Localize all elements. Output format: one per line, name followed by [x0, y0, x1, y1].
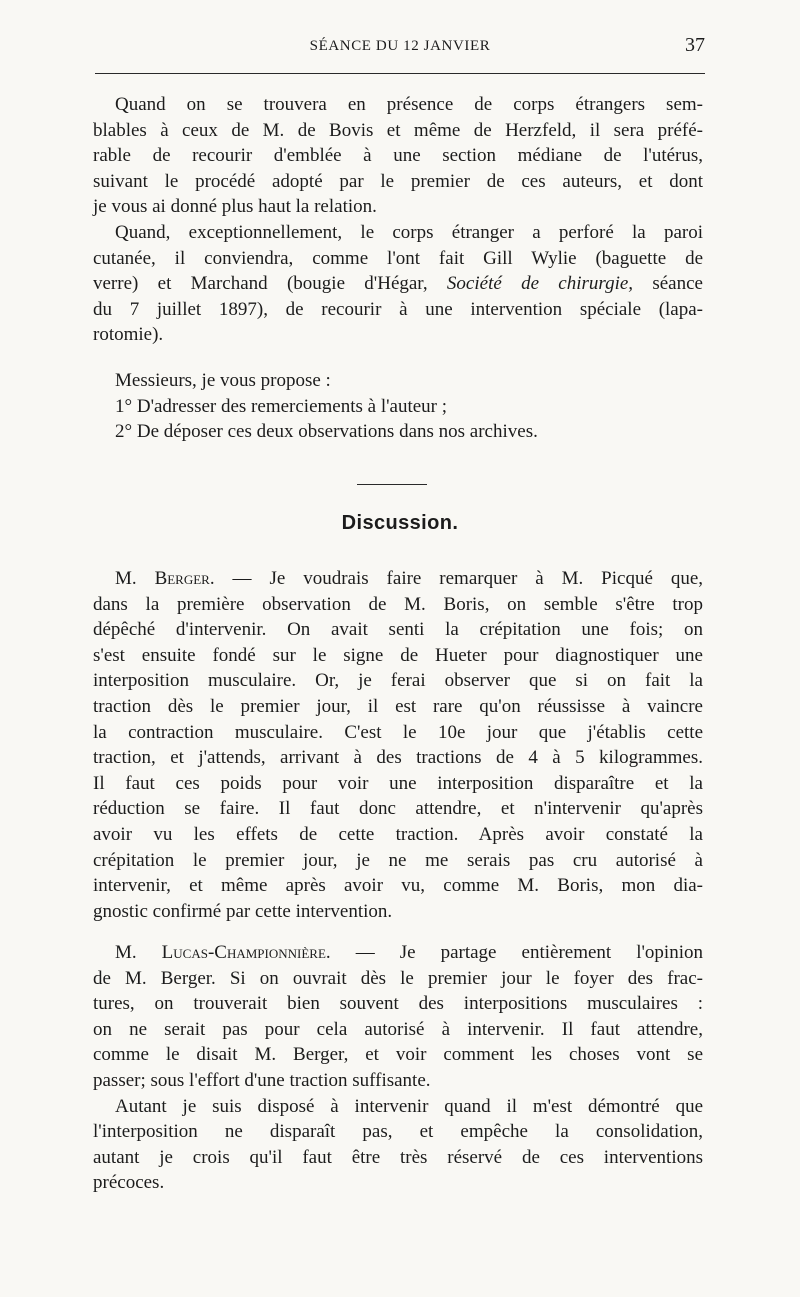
text-line: avoir vu les effets de cette traction. Après avoir constaté la: [93, 823, 703, 845]
text-line: Messieurs, je vous propose :: [115, 370, 331, 391]
text-line: du 7 juillet 1897), de recourir à une intervention spéciale (lapa-: [93, 298, 703, 320]
report-conclusion: [93, 92, 703, 348]
berger-remarks: [93, 566, 703, 924]
text-line-with-citation: [93, 271, 703, 297]
text-line: gnostic confirmé par cette intervention.: [93, 900, 393, 922]
header-rule: [95, 73, 705, 74]
text-line: tures, on trouverait bien souvent des interpositions musculaires :: [93, 993, 703, 1015]
proposals: [93, 368, 703, 445]
text-line: précoces.: [93, 1172, 165, 1194]
page-header: [95, 34, 705, 60]
text-line: suivant le procédé adopté par le premier de ces auteurs, et dont: [93, 170, 703, 192]
text-line: on ne serait pas pour cela autorisé à intervenir. Il faut attendre,: [93, 1018, 703, 1040]
text-line: crépitation le premier jour, je ne me serais pas cru autorisé à: [93, 849, 703, 871]
text-fragment: — Je voudrais faire remarquer à M. Picqué que,: [214, 568, 703, 589]
text-line: Quand, exceptionnellement, le corps étranger a perforé la paroi: [115, 221, 703, 243]
text-line: comme le disait M. Berger, et voir comment les choses vont se: [93, 1044, 703, 1066]
section-separator: [357, 484, 427, 485]
lucas-championniere-remarks: [93, 940, 703, 1196]
speaker-name: M. Berger.: [115, 568, 215, 589]
text-line: s'est ensuite fondé sur le signe de Hueter pour diagnostiquer une: [93, 644, 703, 666]
text-line: blables à ceux de M. de Bovis et même de Herzfeld, il sera préfé-: [93, 119, 703, 141]
text-line: traction dès le premier jour, il est rare qu'on réussisse à vaincre: [93, 695, 703, 717]
text-line: la contraction musculaire. C'est le 10e jour que j'établis cette: [93, 721, 703, 743]
speaker-name: M. Lucas-Championnière.: [115, 942, 331, 963]
text-line: réduction se faire. Il faut donc attendre, et n'intervenir qu'après: [93, 798, 703, 820]
text-fragment: — Je partage entièrement l'opinion: [330, 942, 703, 963]
discussion-heading: Discussion.: [341, 512, 459, 534]
text-line-with-speaker: [93, 940, 703, 966]
text-line: autant je crois qu'il faut être très réservé de ces interventions: [93, 1146, 703, 1168]
text-line: je vous ai donné plus haut la relation.: [93, 196, 377, 218]
text-fragment: verre) et Marchand (bougie d'Hégar,: [93, 273, 447, 295]
text-line-with-speaker: [93, 566, 703, 592]
text-line: de M. Berger. Si on ouvrait dès le premier jour le foyer des frac-: [93, 967, 703, 989]
text-line: l'interposition ne disparaît pas, et empêche la consolidation,: [93, 1121, 703, 1143]
text-line: dans la première observation de M. Boris, on semble s'être trop: [93, 593, 703, 615]
text-line: Quand on se trouvera en présence de corps étrangers sem-: [115, 94, 703, 115]
text-line: traction, et j'attends, arrivant à des tractions de 4 à 5 kilogrammes.: [93, 747, 703, 769]
journal-citation: Société de chirurgie,: [446, 273, 634, 295]
text-fragment: séance: [633, 273, 703, 295]
proposal-item: 1° D'adresser des remerciements à l'auteur ;: [115, 395, 448, 417]
text-line: intervenir, et même après avoir vu, comme M. Boris, mon dia-: [93, 875, 703, 897]
text-line: passer; sous l'effort d'une traction suffisante.: [93, 1069, 431, 1091]
text-line: cutanée, il conviendra, comme l'ont fait Gill Wylie (baguette de: [93, 247, 703, 269]
text-line: interposition musculaire. Or, je ferai observer que si on fait la: [93, 670, 703, 692]
text-line: Autant je suis disposé à intervenir quand il m'est démontré que: [115, 1095, 703, 1117]
text-line: dépêché d'intervenir. On avait senti la crépitation une fois; on: [93, 619, 703, 641]
text-line: rable de recourir d'emblée à une section médiane de l'utérus,: [93, 145, 703, 167]
proposal-item: 2° De déposer ces deux observations dans nos archives.: [115, 421, 538, 443]
text-line: Il faut ces poids pour voir une interposition disparaître et la: [93, 772, 703, 794]
page-number: 37: [685, 34, 705, 56]
text-line: rotomie).: [93, 324, 164, 346]
running-title: SÉANCE DU 12 JANVIER: [309, 38, 491, 54]
